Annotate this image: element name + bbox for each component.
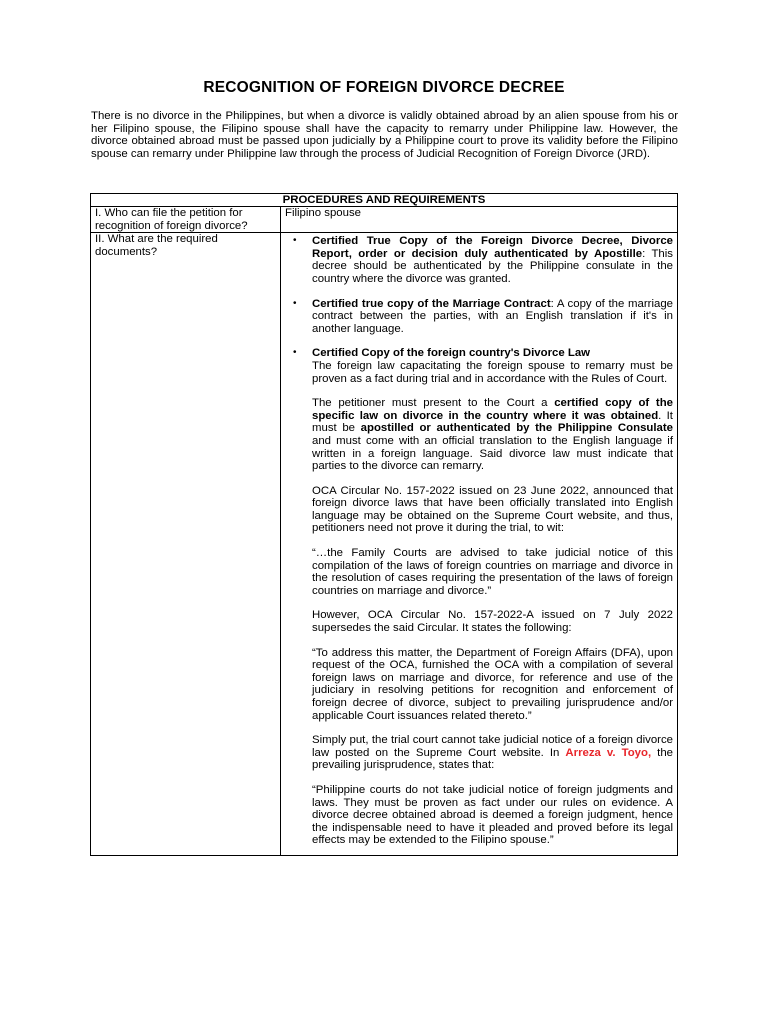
question-who-can-file: I. Who can file the petition for recognition of foreign divorce? xyxy=(91,207,281,233)
simply-put-paragraph: Simply put, the trial court cannot take judicial notice of a foreign divorce law posted on the Supreme Court website. In Arreza v. Toyo, the prevailing jurisprudence, states that: xyxy=(312,734,673,772)
table-row xyxy=(91,207,678,233)
question-required-documents: II. What are the required documents? xyxy=(91,233,281,856)
bullet-icon: • xyxy=(293,297,297,309)
bullet-icon: • xyxy=(293,347,297,359)
quote-family-courts: “…the Family Courts are advised to take judicial notice of this compilation of the laws of foreign countries on marriage and divorce in the resolution of cases requiring the presentation of the laws of foreign countries on marriage and divorce.” xyxy=(312,547,673,597)
table-header-row xyxy=(91,194,678,207)
documents-list xyxy=(285,235,673,385)
table-row xyxy=(91,233,678,856)
answer-who-can-file: Filipino spouse xyxy=(281,207,678,233)
quote-dfa: “To address this matter, the Department of Foreign Affairs (DFA), upon request of the OCA, furnished the OCA with a compilation of several foreign laws on marriage and divorce, for reference and use of the judiciary in resolving petitions for recognition and enforcement of foreign decree of divorce, subject to prevailing jurisprudence and/or applicable Court issuances related thereto.” xyxy=(312,646,673,722)
list-item xyxy=(285,347,673,385)
doc-title: Certified true copy of the Marriage Contract xyxy=(312,297,551,310)
case-citation: Arreza v. Toyo, xyxy=(565,746,652,759)
doc-text: : A copy of the marriage contract between the parties, with an English translation if it's in another language. xyxy=(312,297,673,335)
table-header: PROCEDURES AND REQUIREMENTS xyxy=(91,194,678,207)
page-title: RECOGNITION OF FOREIGN DIVORCE DECREE xyxy=(203,79,565,96)
petitioner-paragraph: The petitioner must present to the Court a certified copy of the specific law on divorce in the country where it was obtained. It must be apostilled or authenticated by the Philippine Consulate and must come with an official translation to the English language if written in a foreign language. Said divorce law must indicate that parties to the divorce can remarry. xyxy=(312,397,673,473)
doc-title: Certified True Copy of the Foreign Divorce Decree, Divorce Report, order or decision duly authenticated by Apostille xyxy=(312,235,673,260)
procedures-table xyxy=(90,193,678,856)
bullet-icon: • xyxy=(293,235,297,247)
doc-text: : This decree should be authenticated by the Philippine consulate in the country where the divorce was granted. xyxy=(312,247,673,285)
doc-text: The foreign law capacitating the foreign spouse to remarry must be proven as a fact during trial and in accordance with the Rules of Court. xyxy=(312,359,673,385)
oca-circular-paragraph: OCA Circular No. 157-2022 issued on 23 June 2022, announced that foreign divorce laws that have been officially translated into English language may be obtained on the Supreme Court website, and thus, petitioners need not prove it during the trial, to wit: xyxy=(312,484,673,535)
list-item xyxy=(285,235,673,285)
oca-circular-a-paragraph: However, OCA Circular No. 157-2022-A issued on 7 July 2022 supersedes the said Circular. It states the following: xyxy=(312,609,673,635)
doc-title: Certified Copy of the foreign country's Divorce Law xyxy=(312,347,591,360)
answer-required-documents xyxy=(281,233,678,856)
quote-jurisprudence: “Philippine courts do not take judicial notice of foreign judgments and laws. They must be proven as fact under our rules on evidence. A divorce decree obtained abroad is deemed a foreign judgment, hence the indispensable need to have it pleaded and proved before its legal effects may be extended to the Filipino spouse.” xyxy=(312,783,673,847)
intro-paragraph: There is no divorce in the Philippines, but when a divorce is validly obtained abroad by an alien spouse from his or her Filipino spouse, the Filipino spouse shall have the capacity to remarry under Philippine law. However, the divorce obtained abroad must be passed upon judicially by a Philippine court to prove its validity before the Filipino spouse can remarry under Philippine law through the process of Judicial Recognition of Foreign Divorce (JRD). xyxy=(91,110,678,160)
list-item xyxy=(285,298,673,336)
